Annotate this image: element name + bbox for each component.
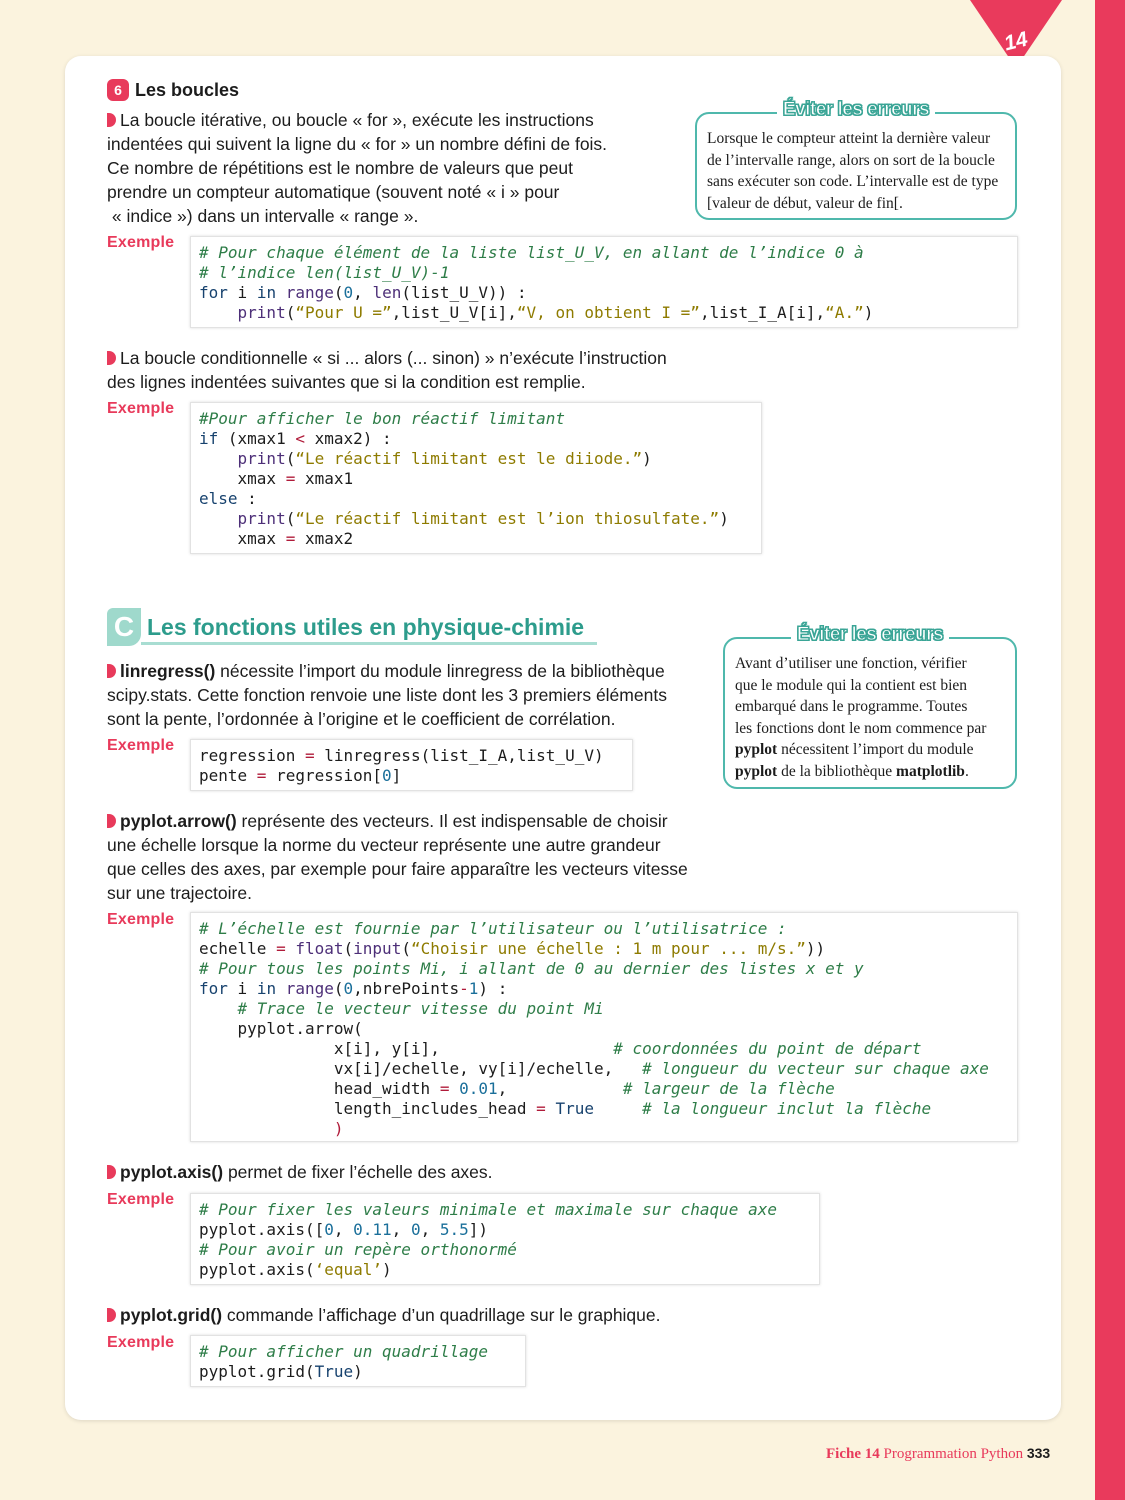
example-label: Exemple — [107, 1191, 175, 1208]
footer — [826, 1445, 1050, 1463]
section-heading — [107, 79, 239, 101]
code-block-axis: # Pour fixer les valeurs minimale et maximale sur chaque axe pyplot.axis([0, 0.11, 0, 5.5]) # Pour avoir un repère orthonormé pyplot.axis(‘equal’) — [190, 1193, 820, 1285]
footer-fiche: Fiche 14 — [826, 1446, 880, 1462]
example-label: Exemple — [107, 911, 175, 928]
linregress-paragraph: linregress() nécessite l’import du module linregress de la bibliothèque scipy.stats. Cette fonction renvoie une liste dont les 3 premiers éléments sont la pente, l’ordonnée à l’origine et le coefficient de corrélation. — [107, 661, 667, 729]
axis-paragraph: pyplot.axis() permet de fixer l’échelle des axes. — [107, 1160, 707, 1184]
bullet-icon — [107, 1165, 116, 1179]
example-label: Exemple — [107, 234, 175, 251]
code-block-linregress: regression = linregress(list_I_A,list_U_V) pente = regression[0] — [190, 739, 633, 791]
bullet-icon — [107, 113, 116, 127]
section-title: Les boucles — [135, 80, 240, 100]
arrow-paragraph: pyplot.arrow() représente des vecteurs. Il est indispensable de choisir une échelle lorsque la norme du vecteur représente une autre grandeur que celles des axes, par exemple pour faire apparaître les vecteurs vitesse sur une trajectoire. — [107, 811, 688, 903]
section-c-heading — [107, 608, 141, 646]
example-label: Exemple — [107, 400, 175, 417]
avoid-errors-box: Éviter les erreurs Lorsque le compteur atteint la dernière valeur de l’intervalle range, alors on sort de la boucle sans exécuter son code. L’intervalle est de type [valeur de début, valeur de fin[. — [695, 112, 1017, 220]
example-label: Exemple — [107, 737, 175, 754]
footer-page-number: 333 — [1026, 1445, 1051, 1461]
section-underline — [141, 642, 597, 645]
avoid-errors-title: Éviter les erreurs — [697, 99, 1015, 122]
code-block-conditional: #Pour afficher le bon réactif limitant if (xmax1 < xmax2) : print(“Le réactif limitant est le diiode.”) xmax = xmax1 else : print(“Le réactif limitant est l’ion thiosulfate.”) xmax = xmax2 — [190, 402, 762, 554]
for-loop-paragraph: La boucle itérative, ou boucle « for », exécute les instructions indentées qui suivent la ligne du « for » un nombre défini de fois. Ce nombre de répétitions est le nombre de valeurs que peut prendre un compteur automatique (souvent noté « i » pour « indice ») dans un intervalle « range ». — [107, 110, 608, 226]
conditional-paragraph: La boucle conditionnelle « si ... alors (... sinon) » n’exécute l’instruction des lignes indentées suivantes que si la condition est remplie. — [107, 348, 667, 392]
section-c-title: Les fonctions utiles en physique-chimie — [147, 614, 585, 640]
avoid-errors-title: Éviter les erreurs — [725, 624, 1015, 647]
section-letter-badge: C — [107, 608, 141, 646]
code-block-arrow: # L’échelle est fournie par l’utilisateur ou l’utilisatrice : echelle = float(input(“Choisir une échelle : 1 m pour ... m/s.”)) # Pour tous les points Mi, i allant de 0 au dernier des listes x et y for i in range(0,nbrePoints-1) : # Trace le vecteur vitesse du point Mi pyplot.arrow( x[i], y[i], # coordonnées du point de départ vx[i]/echelle, vy[i]/echelle, # longueur du vecteur sur chaque axe head_width = 0.01, # largeur de la flèche length_includes_head = True # la longueur inclut la flèche ) — [190, 912, 1018, 1142]
code-block-for-loop: # Pour chaque élément de la liste list_U_V, en allant de l’indice 0 à # l’indice len(list_U_V)-1 for i in range(0, len(list_U_V)) : print(“Pour U =”,list_U_V[i],“V, on obtient I =”,list_I_A[i],“A.”) — [190, 236, 1018, 328]
bullet-icon — [107, 351, 116, 365]
grid-paragraph: pyplot.grid() commande l’affichage d’un quadrillage sur le graphique. — [107, 1303, 747, 1327]
footer-topic: Programmation Python — [883, 1446, 1024, 1462]
bullet-icon — [107, 1308, 116, 1322]
bullet-icon — [107, 814, 116, 828]
code-block-grid: # Pour afficher un quadrillage pyplot.grid(True) — [190, 1335, 526, 1387]
side-color-band — [1095, 0, 1125, 1500]
avoid-errors-box-2: Éviter les erreurs Avant d’utiliser une fonction, vérifier que le module qui la contient est bien embarqué dans le programme. Toutes les fonctions dont le nom commence par pyplot nécessitent l’import du module pyplot de la bibliothèque matplotlib. — [723, 637, 1017, 789]
corner-page-number: 14 — [1001, 27, 1030, 56]
section-number-badge: 6 — [107, 79, 129, 101]
bullet-icon — [107, 664, 116, 678]
example-label: Exemple — [107, 1334, 175, 1351]
